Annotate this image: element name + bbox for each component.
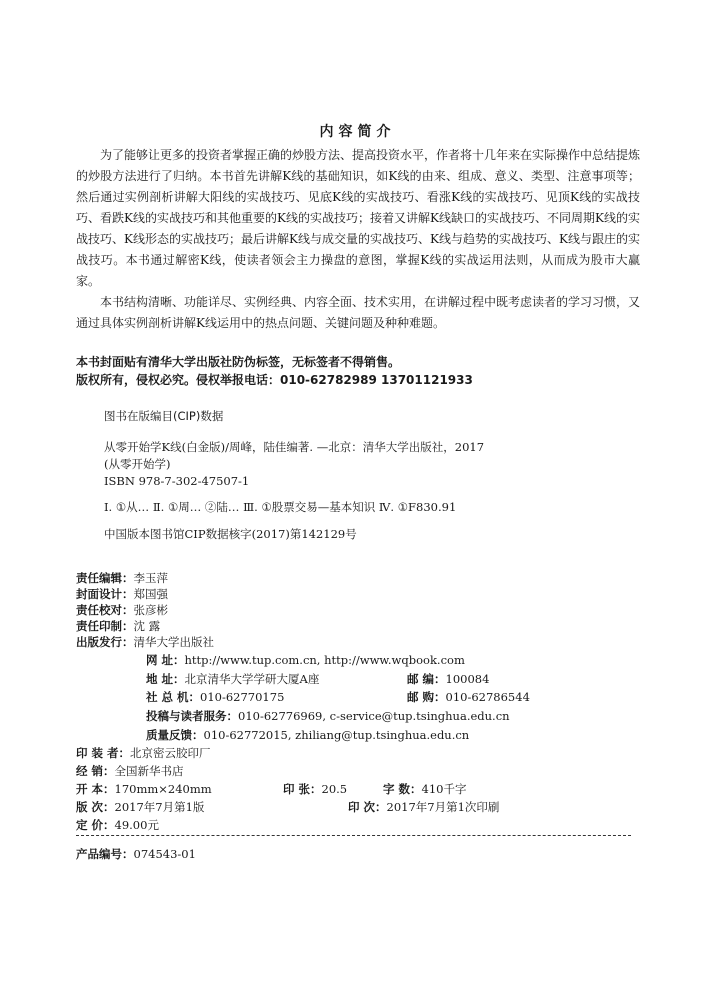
publisher-row	[76, 634, 214, 650]
intro-section	[76, 145, 640, 334]
web-value: http://www.tup.com.cn, http://www.wqbook.com	[184, 653, 465, 667]
cip-series: (从零开始学)	[104, 457, 171, 471]
format-row	[76, 781, 212, 797]
mailorder-row	[407, 689, 530, 705]
impression-label: 印 次：	[348, 800, 387, 814]
print-label: 责任印制：	[76, 619, 134, 633]
address-row	[146, 671, 319, 687]
web-row	[146, 652, 465, 668]
page-title: 内容简介	[319, 124, 396, 140]
cover-value: 郑国强	[133, 587, 168, 601]
edition-label: 版 次：	[76, 800, 115, 814]
intro-paragraph-1: 为了能够让更多的投资者掌握正确的炒股方法、提高投资水平，作者将十几年来在实际操作中总结提炼的炒股方法进行了归纳。本书首先讲解K线的基础知识，如K线的由来、组成、意义、类型、注意事项等；然后通过实例剖析讲解大阳线的实战技巧、见底K线的实战技巧、看涨K线的实战技巧、见顶K线的实战技巧、看跌K线的实战技巧和其他重要的K线的实战技巧；接着又讲解K线缺口的实战技巧、不同周期K线的实战技巧、K线形态的实战技巧；最后讲解K线与成交量的实战技巧、K线与趋势的实战技巧、K线与跟庄的实战技巧。本书通过解密K线，使读者领会主力操盘的意图，掌握K线的实战运用法则，从而成为股市大赢家。	[76, 148, 641, 288]
words-row	[383, 781, 466, 797]
postcode-label: 邮 编：	[407, 672, 446, 686]
print-value: 沈 露	[133, 619, 161, 633]
price-row	[76, 817, 159, 833]
mailorder-label: 邮 购：	[407, 690, 446, 704]
quality-label: 质量反馈：	[146, 728, 204, 742]
quality-row	[146, 727, 469, 743]
switchboard-value: 010-62770175	[200, 690, 285, 704]
proof-value: 张彦彬	[133, 603, 168, 617]
sheets-value: 20.5	[321, 782, 348, 796]
dashed-divider	[76, 835, 631, 836]
distributor-label: 经 销：	[76, 764, 115, 778]
impression-value: 2017年7月第1次印刷	[386, 800, 500, 814]
switchboard-row	[146, 689, 284, 705]
words-value: 410千字	[421, 782, 467, 796]
product-value: 074543-01	[133, 847, 196, 861]
edition-value: 2017年7月第1版	[114, 800, 205, 814]
copyright-notice: 版权所有，侵权必究。侵权举报电话：010-62782989 13701121933	[76, 373, 473, 387]
publisher-value: 清华大学出版社	[133, 635, 214, 649]
product-label: 产品编号：	[76, 847, 134, 861]
address-label: 地 址：	[146, 672, 185, 686]
postcode-row	[407, 671, 489, 687]
switchboard-label: 社 总 机：	[146, 690, 201, 704]
publisher-label: 出版发行：	[76, 635, 134, 649]
price-label: 定 价：	[76, 818, 115, 832]
cip-heading: 图书在版编目(CIP)数据	[104, 409, 224, 423]
edition-row	[76, 799, 204, 815]
web-label: 网 址：	[146, 653, 185, 667]
cip-isbn: ISBN 978-7-302-47507-1	[104, 474, 250, 488]
cover-label: 封面设计：	[76, 587, 134, 601]
distributor-value: 全国新华书店	[114, 764, 184, 778]
proof-row	[76, 602, 168, 618]
cip-core-number: 中国版本图书馆CIP数据核字(2017)第142129号	[104, 527, 357, 541]
print-row	[76, 618, 160, 634]
cip-subjects: Ⅰ. ①从… Ⅱ. ①周… ②陆… Ⅲ. ①股票交易—基本知识 Ⅳ. ①F830.91	[104, 500, 457, 514]
notices	[76, 353, 473, 389]
printer-value: 北京密云胶印厂	[130, 746, 211, 760]
address-value: 北京清华大学学研大厦A座	[184, 672, 320, 686]
format-label: 开 本：	[76, 782, 115, 796]
format-value: 170mm×240mm	[114, 782, 212, 796]
intro-paragraph-2: 本书结构清晰、功能详尽、实例经典、内容全面、技术实用，在讲解过程中既考虑读者的学习习惯，又通过具体实例剖析讲解K线运用中的热点问题、关键问题及种种难题。	[76, 295, 641, 330]
price-value: 49.00元	[114, 818, 159, 832]
sheets-label: 印 张：	[283, 782, 322, 796]
submission-row	[146, 708, 510, 724]
printer-label: 印 装 者：	[76, 746, 131, 760]
sheets-row	[283, 781, 347, 797]
editor-row	[76, 570, 168, 586]
distributor-row	[76, 763, 184, 779]
postcode-value: 100084	[445, 672, 490, 686]
submission-label: 投稿与读者服务：	[146, 709, 238, 723]
product-row	[76, 846, 196, 862]
quality-value: 010-62772015, zhiliang@tup.tsinghua.edu.cn	[203, 728, 470, 742]
impression-row	[348, 799, 499, 815]
cip-entry: 从零开始学K线(白金版)/周峰，陆佳编著. —北京：清华大学出版社，2017	[104, 440, 485, 454]
printer-row	[76, 745, 211, 761]
submission-value: 010-62776969, c-service@tup.tsinghua.edu.cn	[238, 709, 510, 723]
editor-value: 李玉萍	[133, 571, 168, 585]
words-label: 字 数：	[383, 782, 422, 796]
proof-label: 责任校对：	[76, 603, 134, 617]
editor-label: 责任编辑：	[76, 571, 134, 585]
anti-counterfeit-notice: 本书封面贴有清华大学出版社防伪标签，无标签者不得销售。	[76, 355, 401, 369]
cover-row	[76, 586, 168, 602]
mailorder-value: 010-62786544	[445, 690, 530, 704]
